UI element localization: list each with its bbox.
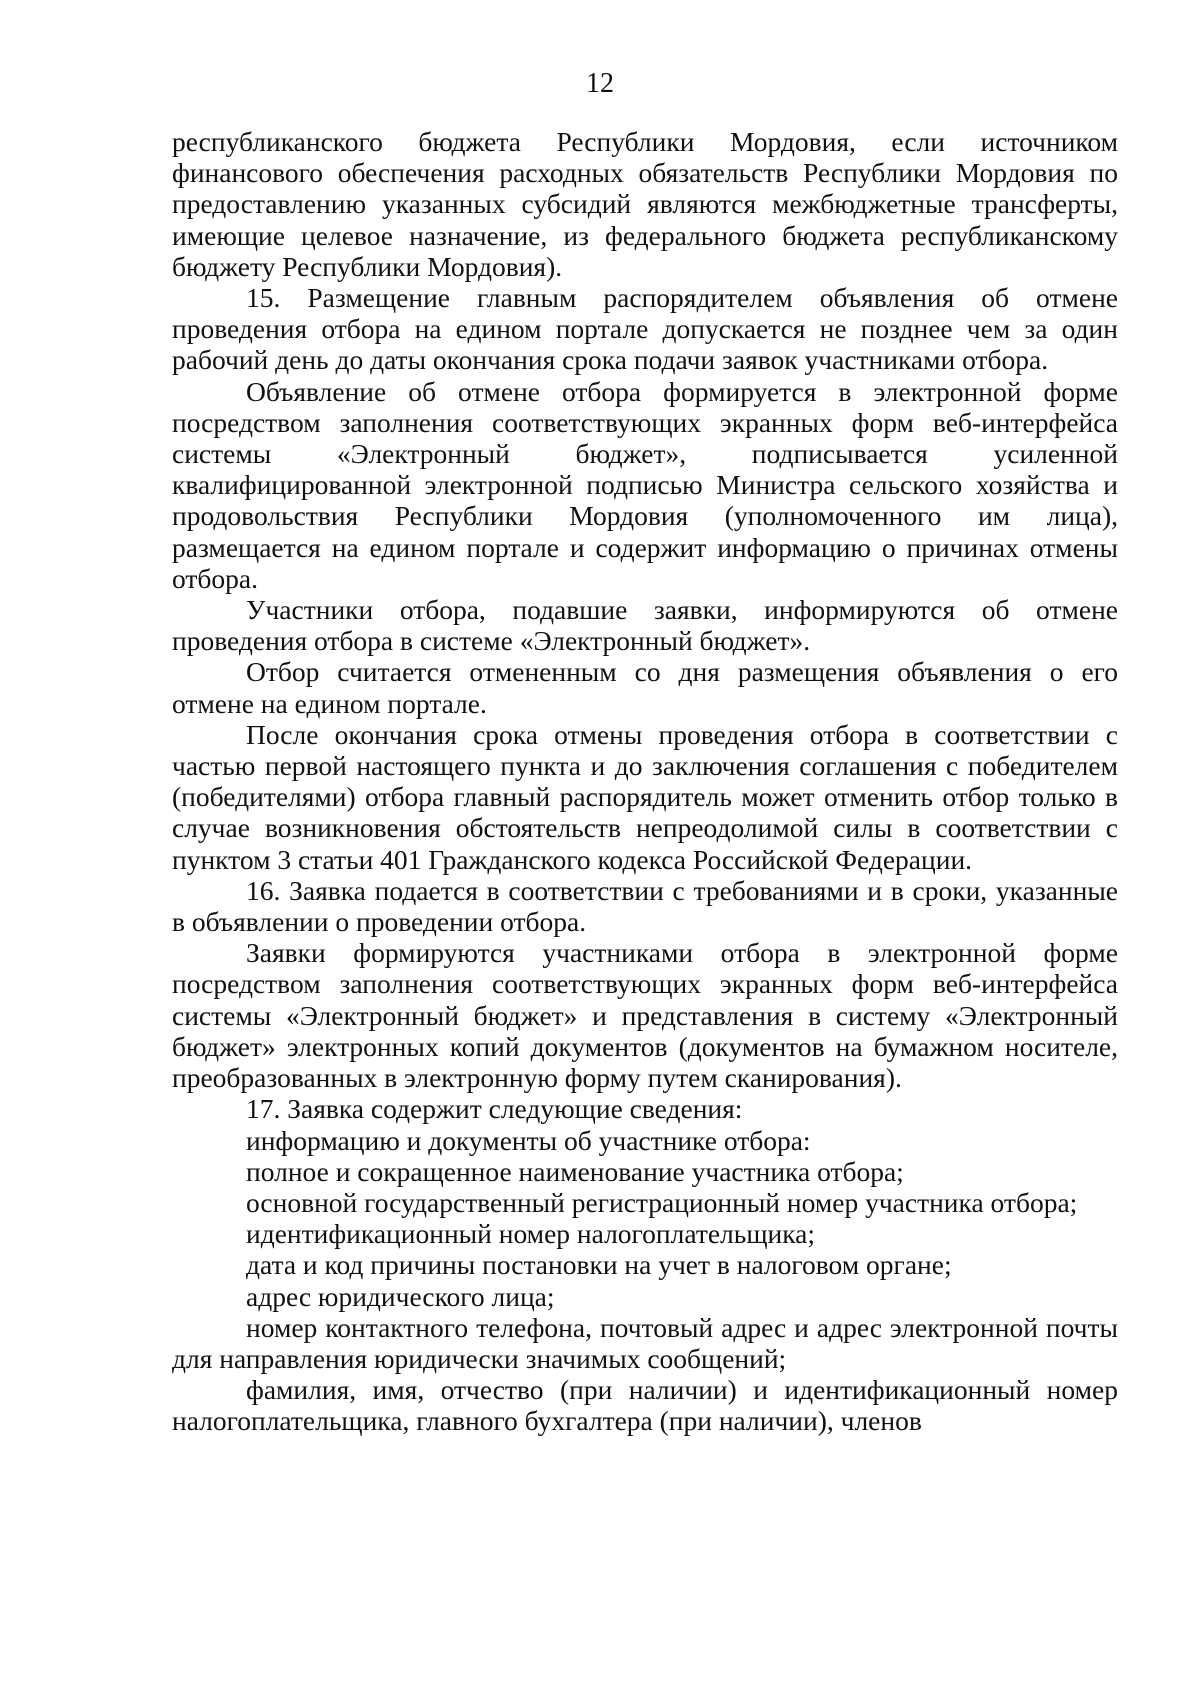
paragraph-item-16: 16. Заявка подается в соответствии с требованиями и в сроки, указанные в объявлении о проведении отбора. <box>172 874 1118 938</box>
list-item-ogrn: основной государственный регистрационный номер участника отбора; <box>246 1186 1078 1218</box>
paragraph-continuation: республиканского бюджета Республики Мордовия, если источником финансового обеспечения расходных обязательств Республики Мордовия по предоставлению указанных субсидий являются межбюджетные трансферты, имеющие целевое назначение, из федерального бюджета республиканскому бюджету Республики Мордовия). <box>172 126 1118 282</box>
paragraph-item-15: 15. Размещение главным распорядителем объявления об отмене проведения отбора на едином портале допускается не позднее чем за один рабочий день до даты окончания срока подачи заявок участниками отбора. <box>172 282 1118 376</box>
list-item-inn: идентификационный номер налогоплательщика; <box>246 1218 816 1250</box>
paragraph-application-forming: Заявки формируются участниками отбора в электронной форме посредством заполнения соответствующих экранных форм веб-интерфейса системы «Электронный бюджет» и представления в систему «Электронный бюджет» электронных копий документов (документов на бумажном носителе, преобразованных в электронную форму путем сканирования). <box>172 937 1118 1094</box>
list-item-address: адрес юридического лица; <box>246 1280 555 1312</box>
list-item-contacts: номер контактного телефона, почтовый адрес и адрес электронной почты для направления юридически значимых сообщений; <box>172 1311 1118 1374</box>
list-item-kpp: дата и код причины постановки на учет в налоговом органе; <box>246 1249 952 1281</box>
paragraph-cancellation-date: Отбор считается отмененным со дня размещения объявления о его отмене на едином портале. <box>172 656 1118 719</box>
paragraph-participants-informed: Участники отбора, подавшие заявки, информируются об отмене проведения отбора в системе «Электронный бюджет». <box>172 594 1118 657</box>
list-item-participant-info: информацию и документы об участнике отбора: <box>246 1124 811 1156</box>
paragraph-cancellation-notice: Объявление об отмене отбора формируется в электронной форме посредством заполнения соответствующих экранных форм веб-интерфейса системы «Электронный бюджет», подписывается усиленной квалифицированной электронной подписью Министра сельского хозяйства и продовольствия Республики Мордовия (уполномоченного им лица), размещается на едином портале и содержит информацию о причинах отмены отбора. <box>172 375 1118 594</box>
document-body <box>172 126 1118 1437</box>
paragraph-item-17: 17. Заявка содержит следующие сведения: <box>246 1093 743 1125</box>
paragraph-force-majeure: После окончания срока отмены проведения отбора в соответствии с частью первой настоящего пункта и до заключения соглашения с победителем (победителями) отбора главный распорядитель может отменить отбор только в случае возникновения обстоятельств непреодолимой силы в соответствии с пунктом 3 статьи 401 Гражданского кодекса Российской Федерации. <box>172 718 1118 875</box>
list-item-full-name: полное и сокращенное наименование участника отбора; <box>246 1155 904 1187</box>
list-item-officials: фамилия, имя, отчество (при наличии) и идентификационный номер налогоплательщика, главного бухгалтера (при наличии), членов <box>172 1374 1118 1437</box>
page-number: 12 <box>586 68 614 99</box>
